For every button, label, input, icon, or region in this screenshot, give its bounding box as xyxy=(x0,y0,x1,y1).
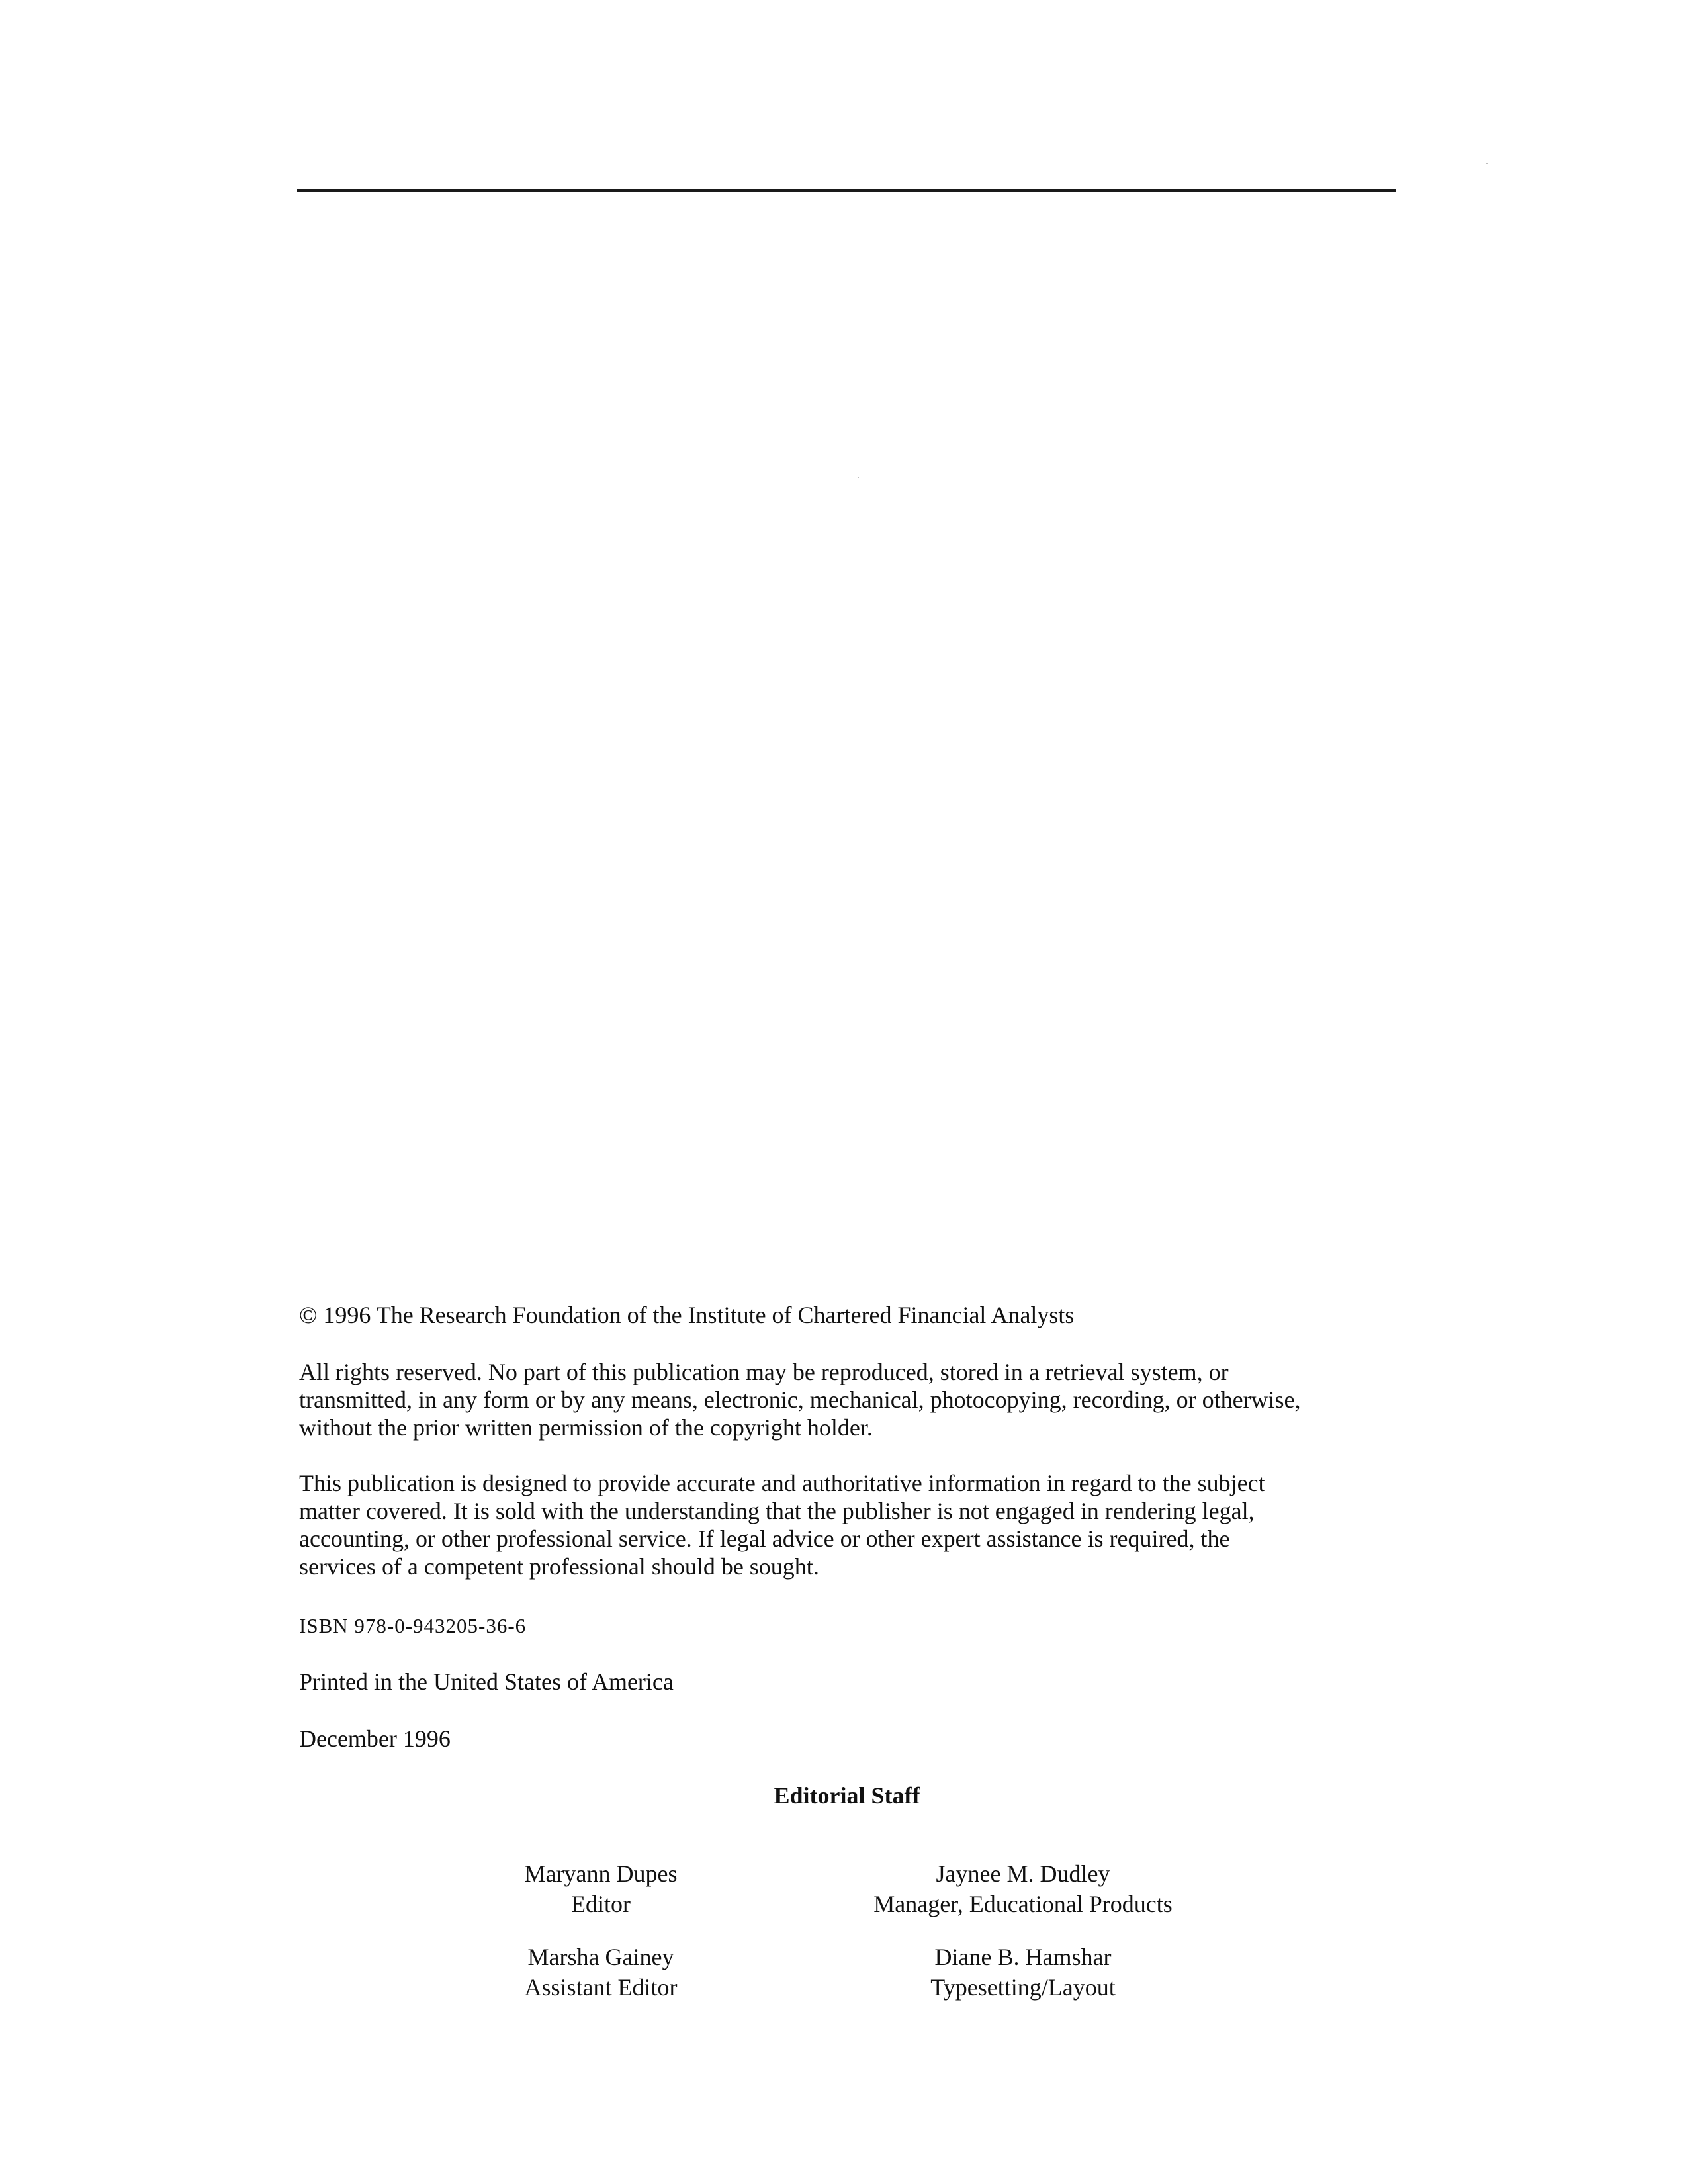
staff-name: Maryann Dupes xyxy=(524,1860,678,1887)
disclaimer-paragraph xyxy=(299,1469,1265,1580)
disclaimer-line: This publication is designed to provide accurate and authoritative information in regard to the subject xyxy=(299,1470,1265,1496)
scan-speck xyxy=(1486,163,1488,164)
staff-role: Assistant Editor xyxy=(524,1974,678,2001)
top-rule xyxy=(297,189,1396,192)
disclaimer-line: matter covered. It is sold with the understanding that the publisher is not engaged in rendering legal, xyxy=(299,1498,1255,1524)
staff-member xyxy=(369,1858,832,1919)
copyright-notice: © 1996 The Research Foundation of the Institute of Chartered Financial Analysts xyxy=(299,1302,1075,1328)
rights-paragraph xyxy=(299,1358,1301,1441)
staff-member xyxy=(791,1942,1255,2003)
rights-line: transmitted, in any form or by any means, electronic, mechanical, photocopying, recording, or otherwise, xyxy=(299,1387,1301,1413)
staff-role: Typesetting/Layout xyxy=(930,1974,1116,2001)
staff-role: Editor xyxy=(571,1891,631,1917)
printed-in: Printed in the United States of America xyxy=(299,1668,674,1695)
staff-member xyxy=(369,1942,832,2003)
publication-date: December 1996 xyxy=(299,1725,451,1752)
staff-name: Marsha Gainey xyxy=(527,1944,674,1970)
staff-member xyxy=(791,1858,1255,1919)
scan-speck xyxy=(858,477,859,478)
staff-name: Diane B. Hamshar xyxy=(934,1944,1112,1970)
rights-line: without the prior written permission of the copyright holder. xyxy=(299,1414,873,1441)
staff-role: Manager, Educational Products xyxy=(873,1891,1173,1917)
rights-line: All rights reserved. No part of this publication may be reproduced, stored in a retrieval system, or xyxy=(299,1359,1229,1385)
disclaimer-line: services of a competent professional should be sought. xyxy=(299,1553,819,1580)
editorial-staff-heading: Editorial Staff xyxy=(774,1782,920,1809)
staff-name: Jaynee M. Dudley xyxy=(936,1860,1110,1887)
isbn: ISBN 978-0-943205-36-6 xyxy=(299,1614,527,1637)
disclaimer-line: accounting, or other professional service. If legal advice or other expert assistance is required, the xyxy=(299,1525,1230,1552)
